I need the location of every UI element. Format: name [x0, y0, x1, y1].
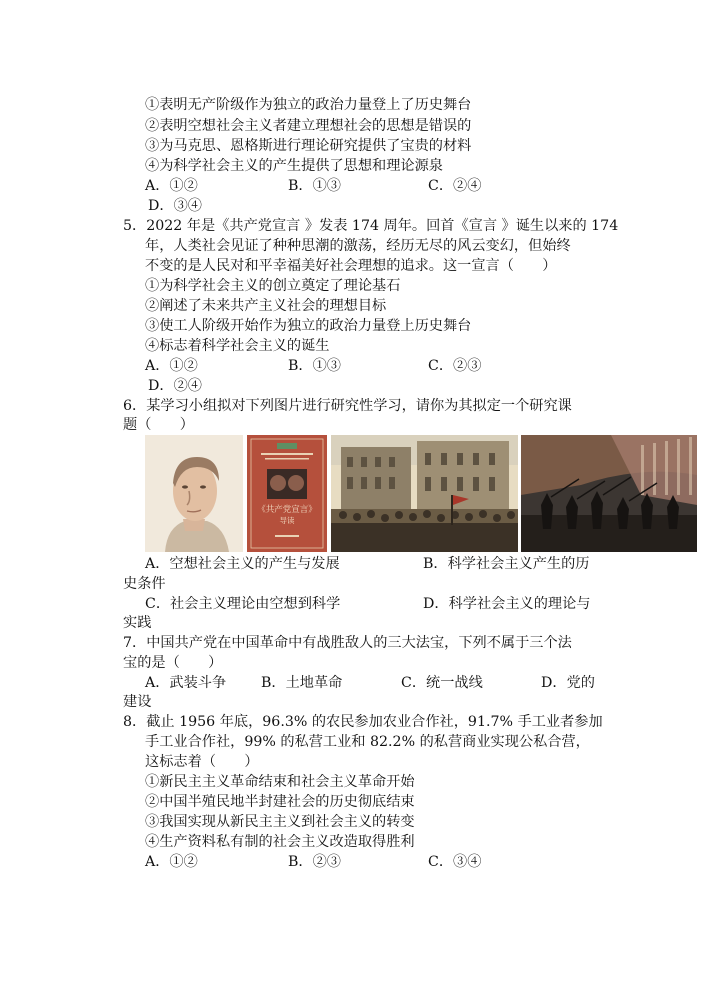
q5-statement-4: ④标志着科学社会主义的诞生: [145, 338, 330, 354]
q8-statement-4: ④生产资料私有制的社会主义改造取得胜利: [145, 834, 415, 850]
crowd-scene-image: [331, 435, 518, 552]
q6-option-d-cont: 实践: [123, 615, 152, 631]
book-cover-image: [247, 435, 327, 552]
q4-statement-2: ②表明空想社会主义者建立理想社会的思想是错误的: [145, 118, 472, 134]
q4-statement-3: ③为马克思、恩格斯进行理论研究提供了宝贵的材料: [145, 138, 472, 154]
q6-stem-line-1: 6．某学习小组拟对下列图片进行研究性学习，请你为其拟定一个研究课: [123, 398, 572, 414]
q5-statement-2: ②阐述了未来共产主义社会的理想目标: [145, 298, 387, 314]
q4-option-b: B．①③: [288, 178, 341, 194]
q8-option-c: C．③④: [428, 854, 482, 870]
q7-option-c: C．统一战线: [401, 675, 483, 691]
book-title: 《共产党宣言》: [257, 505, 317, 515]
q7-option-d: D．党的: [541, 675, 595, 691]
q8-option-a: A．①②: [145, 854, 198, 870]
q8-stem-line-2: 手工业合作社，99% 的私营工业和 82.2% 的私营商业实现公私合营，: [145, 734, 590, 750]
q4-option-c: C．②④: [428, 178, 482, 194]
q7-option-a: A．武装斗争: [145, 675, 227, 691]
q8-statement-1: ①新民主主义革命结束和社会主义革命开始: [145, 774, 415, 790]
q8-option-b: B．②③: [288, 854, 341, 870]
q8-statement-2: ②中国半殖民地半封建社会的历史彻底结束: [145, 794, 415, 810]
q6-option-c: C．社会主义理论由空想到科学: [145, 596, 341, 612]
q5-statement-1: ①为科学社会主义的创立奠定了理论基石: [145, 278, 401, 294]
q7-option-d-cont: 建设: [123, 694, 152, 710]
q7-stem-line-2: 宝的是（ ）: [123, 655, 223, 671]
q6-option-a: A．空想社会主义的产生与发展: [145, 556, 340, 572]
q5-option-a: A．①②: [145, 358, 198, 374]
uprising-scene-image: [521, 435, 697, 552]
q6-option-b: B．科学社会主义产生的历: [423, 556, 590, 572]
q5-stem-line-3: 不变的是人民对和平幸福美好社会理想的追求。这一宣言（ ）: [145, 258, 557, 274]
q8-stem-line-3: 这标志着（ ）: [145, 754, 259, 770]
q5-stem-line-1: 5．2022 年是《共产党宣言 》发表 174 周年。回首《宣言 》诞生以来的 174: [123, 218, 619, 234]
q4-option-d: D．③④: [148, 198, 202, 214]
q5-option-d: D．②④: [148, 378, 202, 394]
q5-statement-3: ③使工人阶级开始作为独立的政治力量登上历史舞台: [145, 318, 472, 334]
book-subtitle: 导读: [279, 516, 295, 525]
q8-stem-line-1: 8．截止 1956 年底，96.3% 的农民参加农业合作社，91.7% 手工业者参加: [123, 714, 603, 730]
q6-option-b-cont: 史条件: [123, 576, 166, 592]
q7-option-b: B．土地革命: [261, 675, 343, 691]
q4-statement-4: ④为科学社会主义的产生提供了思想和理论源泉: [145, 158, 443, 174]
q4-option-a: A．①②: [145, 178, 198, 194]
q7-stem-line-1: 7．中国共产党在中国革命中有战胜敌人的三大法宝，下列不属于三个法: [123, 635, 572, 651]
q6-option-d: D．科学社会主义的理论与: [423, 596, 591, 612]
portrait-image: [145, 435, 243, 552]
q6-stem-line-2: 题（ ）: [123, 417, 194, 433]
q5-option-b: B．①③: [288, 358, 341, 374]
q8-statement-3: ③我国实现从新民主主义到社会主义的转变: [145, 814, 415, 830]
q5-option-c: C．②③: [428, 358, 482, 374]
q5-stem-line-2: 年，人类社会见证了种种思潮的激荡，经历无尽的风云变幻，但始终: [145, 238, 571, 254]
q4-statement-1: ①表明无产阶级作为独立的政治力量登上了历史舞台: [145, 97, 472, 113]
